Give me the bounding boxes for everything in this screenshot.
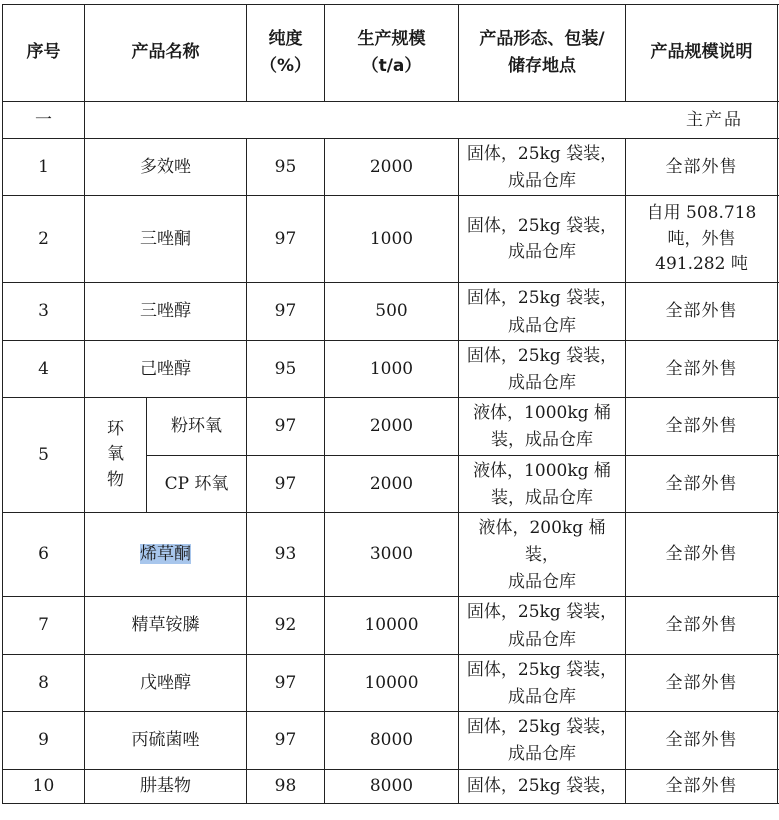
header-form-line1: 产品形态、包装/ [479,28,605,49]
row-form [459,139,626,196]
row-note-line1: 自用 508.718 [646,203,757,224]
row-product-name: 多效唑 [85,139,247,196]
row-form-line2: 成品仓库 [508,242,576,263]
row-purity: 97 [247,283,325,340]
header-purity-unit: （%） [259,56,312,76]
row-seq: 2 [3,196,85,283]
row-group-label [85,398,147,513]
row-seq: 3 [3,283,85,340]
row-purity: 97 [247,712,325,769]
header-row [3,5,779,102]
row-form-line2: 成品仓库 [508,372,576,393]
table-row [3,340,779,397]
row-scale: 2000 [325,139,459,196]
header-scale-unit: （t/a） [361,56,422,76]
row-form-line1: 液体，1000kg 桶 [473,460,611,481]
row-form-line2: 成品仓库 [508,629,576,650]
header-name: 产品名称 [85,5,247,102]
row-scale: 10000 [325,597,459,654]
row-form-line1: 固体，25kg 袋装， [466,345,618,366]
row-scale: 1000 [325,340,459,397]
table-row [3,597,779,654]
header-form-line2: 储存地点 [508,56,576,76]
header-purity-title: 纯度 [268,28,303,49]
table-row [3,398,779,455]
row-note-line2: 吨，外售 [667,228,736,249]
row-note: 全部外售 [626,654,778,711]
row-form-line2: 装，成品仓库 [491,430,593,451]
row-form [459,340,626,397]
header-form [459,5,626,102]
row-purity: 93 [247,512,325,597]
row-form [459,654,626,711]
row-purity: 97 [247,196,325,283]
row-product-name: 丙硫菌唑 [85,712,247,769]
table-row [3,654,779,711]
row-form-line1: 固体，25kg 袋装， [466,717,618,738]
row-group-char-2: 氧 [107,444,124,465]
row-product-name: 己唑醇 [85,340,247,397]
row-product-name[interactable] [85,512,247,597]
row-product-name: CP 环氧 [147,455,247,512]
header-purity [247,5,325,102]
row-form-line2: 成品仓库 [508,744,576,765]
row-form-line2: 装，成品仓库 [491,487,593,508]
section-label: 主产品 [85,102,778,139]
row-form [459,398,626,455]
table-row [3,283,779,340]
row-product-name: 三唑醇 [85,283,247,340]
row-purity: 95 [247,340,325,397]
row-note: 全部外售 [626,340,778,397]
row-note: 全部外售 [626,769,778,803]
selected-text-highlight[interactable]: 烯草酮 [140,544,191,565]
header-seq: 序号 [3,5,85,102]
row-scale: 2000 [325,455,459,512]
row-seq: 10 [3,769,85,803]
row-note: 全部外售 [626,597,778,654]
row-form [459,712,626,769]
table-row [3,139,779,196]
row-seq: 6 [3,512,85,597]
row-form-line2: 成品仓库 [508,315,576,336]
section-row [3,102,779,139]
row-product-name: 三唑酮 [85,196,247,283]
row-scale: 8000 [325,712,459,769]
row-form [459,196,626,283]
row-form-line2: 成品仓库 [508,687,576,707]
row-note: 全部外售 [626,398,778,455]
row-scale: 3000 [325,512,459,597]
row-group-char-1: 环 [107,418,124,439]
row-scale: 1000 [325,196,459,283]
row-group-char-3: 物 [107,469,124,490]
header-note: 产品规模说明 [626,5,778,102]
row-form-line1: 固体，25kg 袋装， [466,602,618,623]
table-row [3,512,779,597]
row-note: 全部外售 [626,283,778,340]
row-note: 全部外售 [626,455,778,512]
row-scale: 10000 [325,654,459,711]
row-purity: 92 [247,597,325,654]
row-seq: 4 [3,340,85,397]
row-purity: 98 [247,769,325,803]
row-form-line1: 固体，25kg 袋装， [466,288,618,309]
row-seq: 1 [3,139,85,196]
table-row [3,196,779,283]
row-scale: 2000 [325,398,459,455]
row-note: 全部外售 [626,139,778,196]
row-form-line1: 固体，25kg 袋装， [466,659,618,680]
table-row [3,769,779,803]
row-product-name: 粉环氧 [147,398,247,455]
row-purity: 95 [247,139,325,196]
row-product-name: 戊唑醇 [85,654,247,711]
row-seq: 7 [3,597,85,654]
row-form-line2: 成品仓库 [508,171,576,192]
row-form [459,769,626,803]
row-form [459,512,626,597]
section-seq: 一 [3,102,85,139]
row-form-line2: 成品仓库 [508,572,576,593]
row-note: 全部外售 [626,512,778,597]
row-form [459,283,626,340]
row-form-line1: 液体，1000kg 桶 [473,403,611,424]
row-product-name: 肼基物 [85,769,247,803]
row-scale: 8000 [325,769,459,803]
row-purity: 97 [247,654,325,711]
row-note: 全部外售 [626,712,778,769]
row-seq: 8 [3,654,85,711]
row-form [459,597,626,654]
row-form-line1: 固体，25kg 袋装， [466,216,618,237]
row-form-line1: 固体，25kg 袋装， [466,775,618,796]
row-purity: 97 [247,455,325,512]
row-seq: 9 [3,712,85,769]
row-form-line1: 液体，200kg 桶装， [478,517,606,566]
row-note-line3: 491.282 吨 [655,254,748,275]
row-form-line1: 固体，25kg 袋装， [466,144,618,164]
row-form [459,455,626,512]
row-note [626,196,778,283]
header-scale [325,5,459,102]
row-product-name: 精草铵膦 [85,597,247,654]
table-row [3,712,779,769]
row-seq: 5 [3,398,85,513]
row-purity: 97 [247,398,325,455]
row-scale: 500 [325,283,459,340]
product-table [2,4,779,804]
header-scale-title: 生产规模 [357,28,426,49]
